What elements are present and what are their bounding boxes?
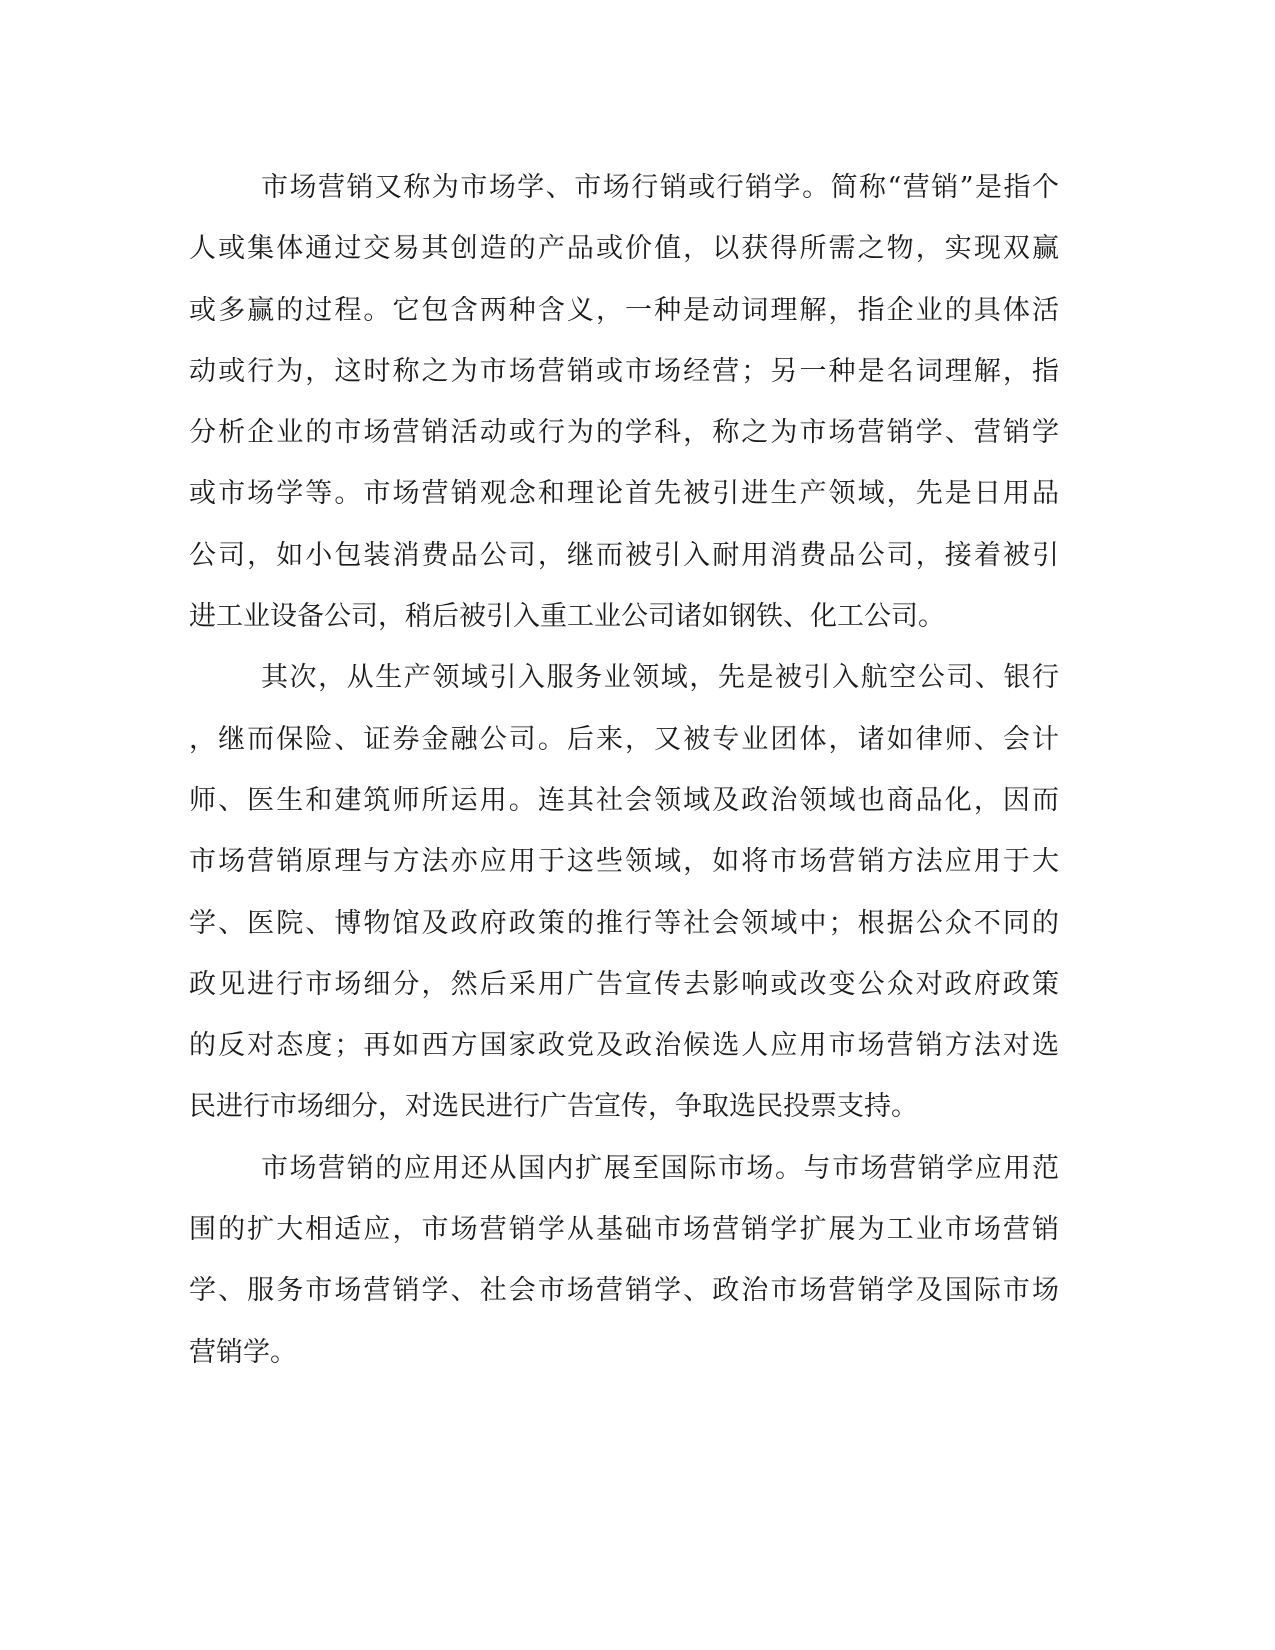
paragraph-line: 或市场学等。市场营销观念和理论首先被引进生产领域，先是日用品 (189, 478, 1059, 510)
paragraph-line: 政见进行市场细分，然后采用广告宣传去影响或改变公众对政府政策 (189, 968, 1059, 1000)
paragraph-line: 围的扩大相适应，市场营销学从基础市场营销学扩展为工业市场营销 (189, 1214, 1059, 1246)
paragraph-line: 市场营销又称为市场学、市场行销或行销学。简称“营销”是指个 (261, 172, 1059, 203)
body-text (189, 157, 1059, 1383)
paragraph-line: 进工业设备公司，稍后被引入重工业公司诸如钢铁、化工公司。 (189, 601, 945, 633)
paragraph-line: 学、服务市场营销学、社会市场营销学、政治市场营销学及国际市场 (189, 1275, 1059, 1307)
paragraph-line: 学、医院、博物馆及政府政策的推行等社会领域中；根据公众不同的 (189, 907, 1059, 939)
paragraph-3 (189, 1138, 1059, 1383)
paragraph-line: 其次，从生产领域引入服务业领域，先是被引入航空公司、银行 (261, 662, 1059, 694)
paragraph-line: 分析企业的市场营销活动或行为的学科，称之为市场营销学、营销学 (189, 417, 1059, 449)
paragraph-line: 营销学。 (189, 1336, 297, 1368)
paragraph-line: 公司，如小包装消费品公司，继而被引入耐用消费品公司，接着被引 (189, 539, 1059, 571)
paragraph-line: 师、医生和建筑师所运用。连其社会领域及政治领域也商品化，因而 (189, 784, 1059, 816)
paragraph-line: 或多赢的过程。它包含两种含义，一种是动词理解，指企业的具体活 (189, 294, 1059, 326)
paragraph-line: 的反对态度；再如西方国家政党及政治候选人应用市场营销方法对选 (189, 1030, 1059, 1062)
paragraph-line: 民进行市场细分，对选民进行广告宣传，争取选民投票支持。 (189, 1091, 918, 1123)
paragraph-line: 市场营销的应用还从国内扩展至国际市场。与市场营销学应用范 (261, 1152, 1059, 1184)
paragraph-1 (189, 157, 1059, 647)
paragraph-line: ，继而保险、证券金融公司。后来，又被专业团体，诸如律师、会计 (189, 723, 1059, 755)
paragraph-line: 动或行为，这时称之为市场营销或市场经营；另一种是名词理解，指 (189, 355, 1059, 387)
paragraph-line: 人或集体通过交易其创造的产品或价值，以获得所需之物，实现双赢 (189, 233, 1059, 265)
paragraph-2 (189, 647, 1059, 1137)
paragraph-line: 市场营销原理与方法亦应用于这些领域，如将市场营销方法应用于大 (189, 846, 1059, 878)
